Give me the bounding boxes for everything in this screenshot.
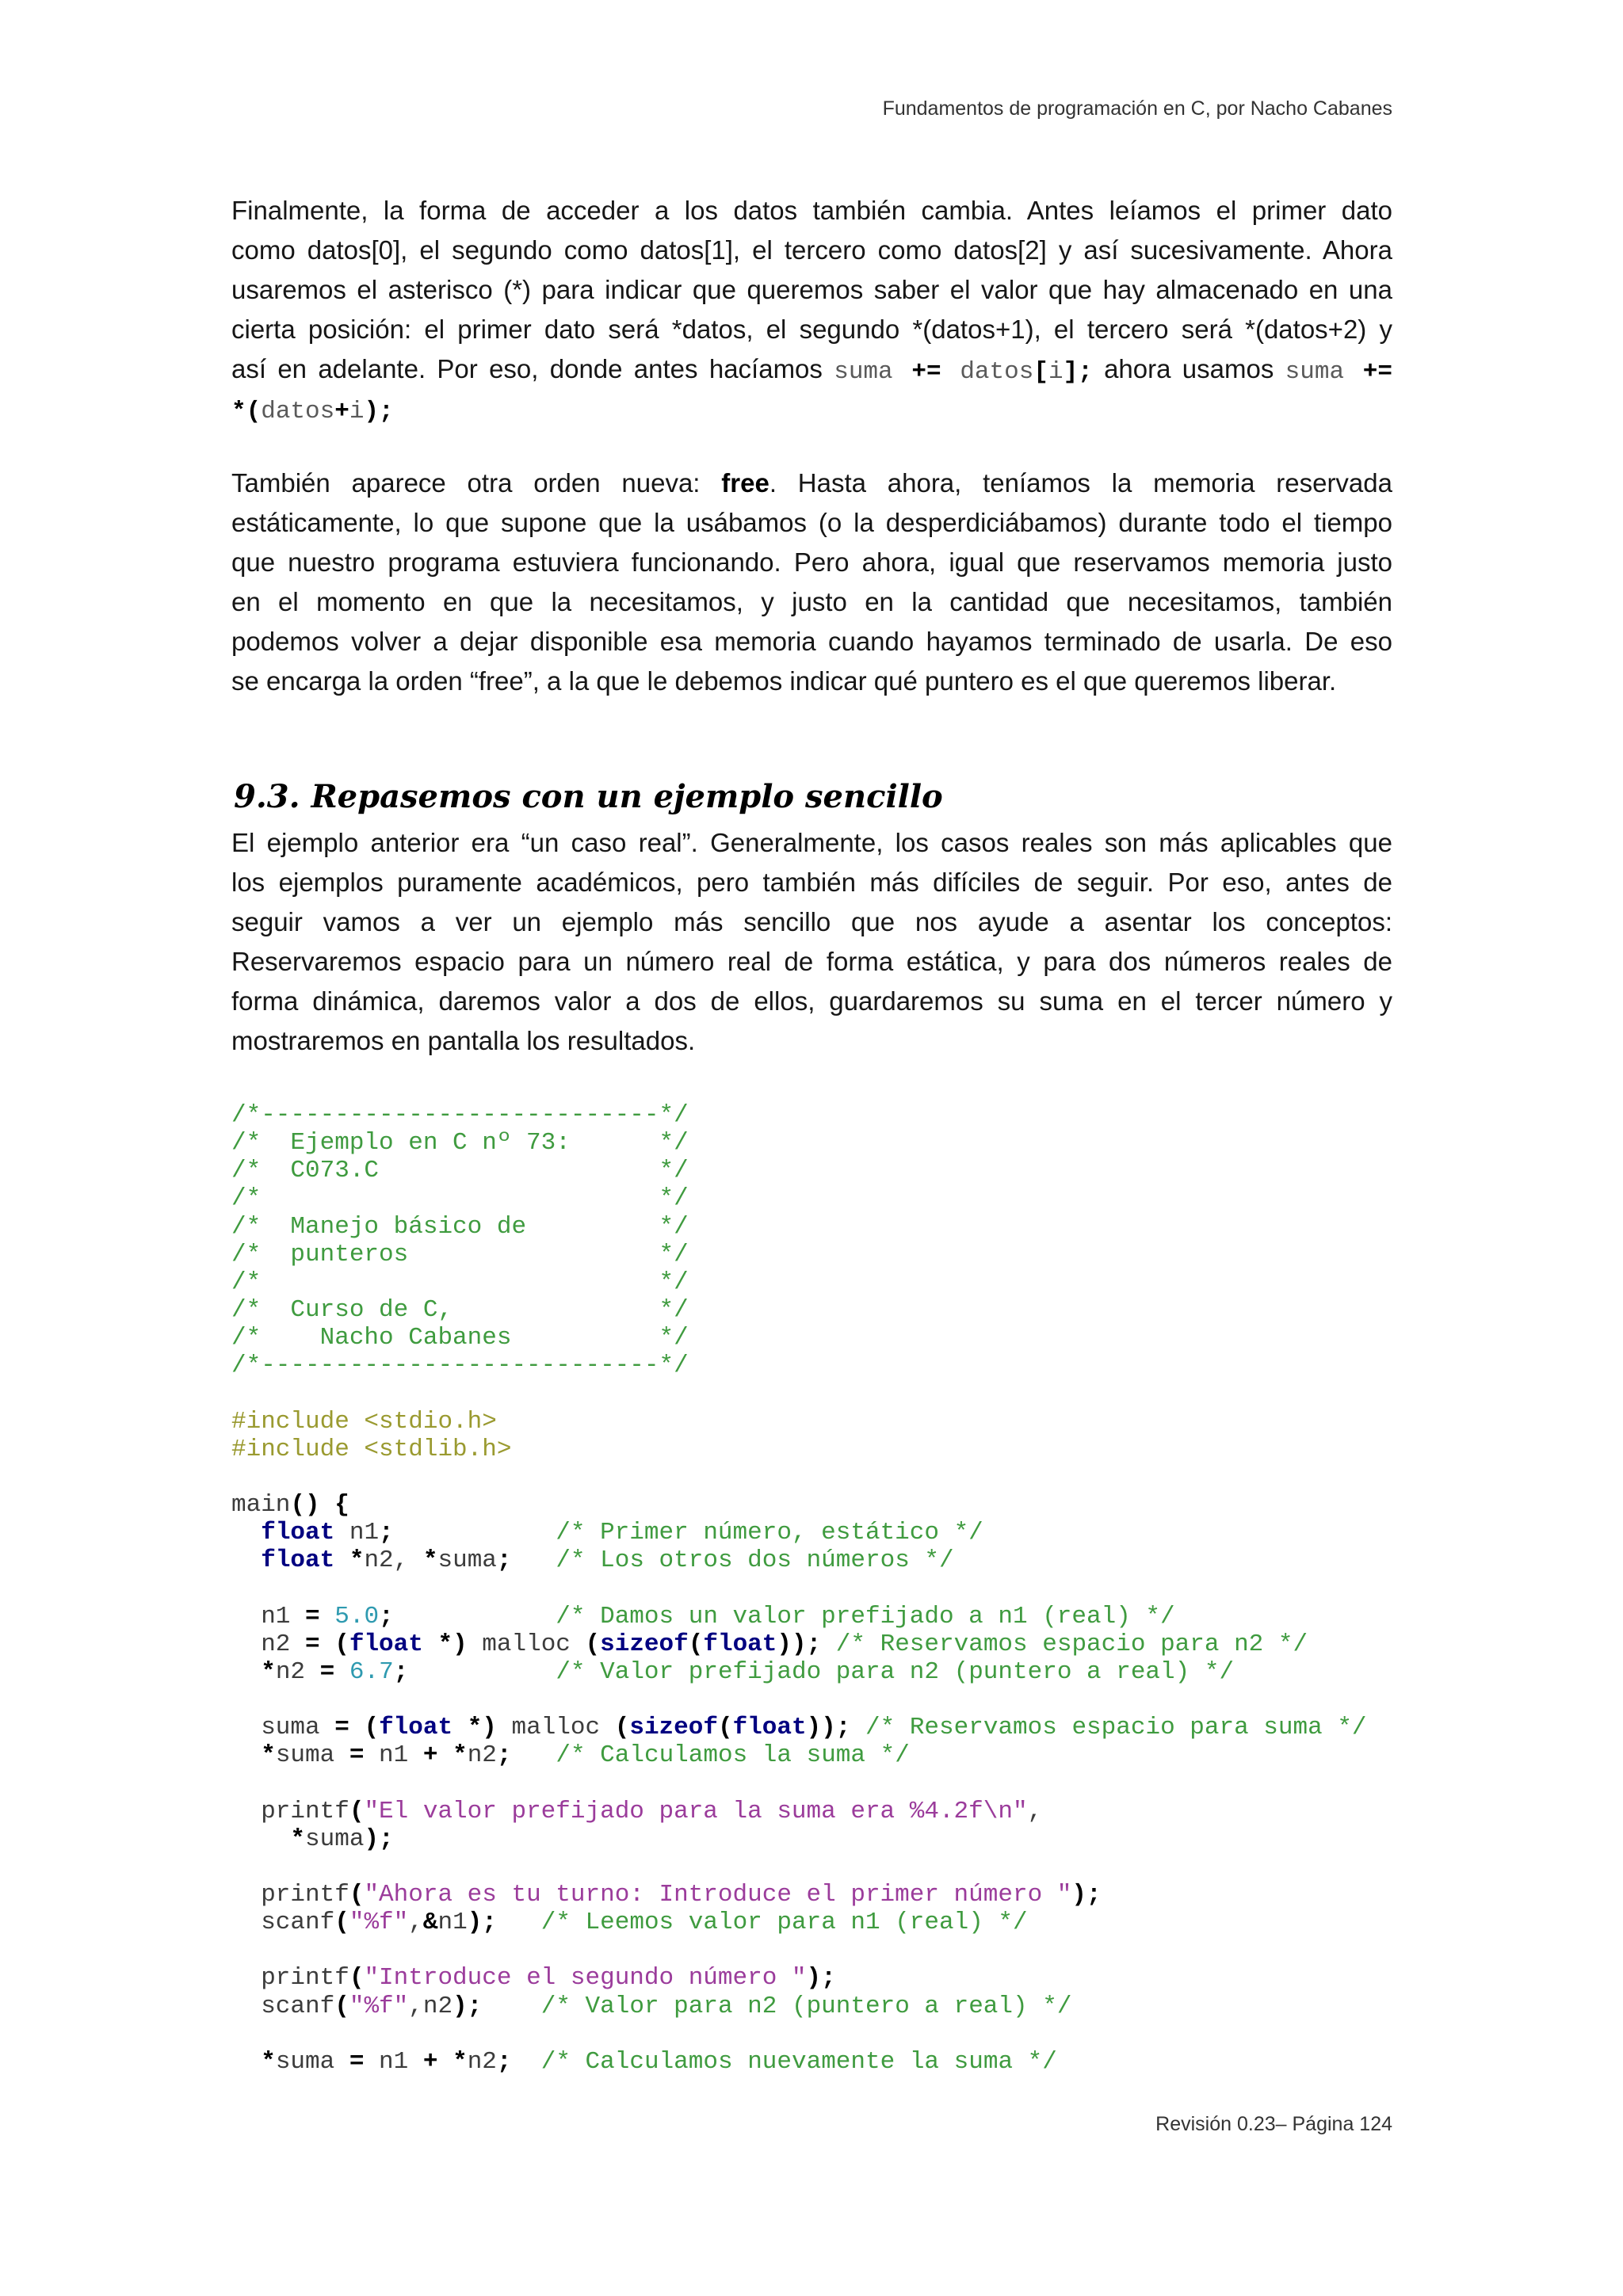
text-line xyxy=(231,823,1392,863)
code-text xyxy=(482,1993,540,2020)
text-line xyxy=(231,231,1392,270)
code-text xyxy=(512,1741,556,1769)
code-operator: ( xyxy=(717,1714,733,1742)
text-line xyxy=(231,463,1392,503)
code-text: n2 xyxy=(467,1741,497,1770)
code-text: malloc xyxy=(467,1630,586,1658)
inline-code: suma xyxy=(834,358,912,386)
code-line xyxy=(231,1574,1579,1602)
text-line xyxy=(231,982,1392,1021)
text-line xyxy=(231,543,1392,582)
code-line xyxy=(231,1630,1579,1658)
code-operator: )); xyxy=(806,1714,851,1742)
code-string: "Ahora es tu turno: Introduce el primer número " xyxy=(364,1880,1072,1909)
code-keyword: float xyxy=(261,1547,335,1575)
code-line xyxy=(231,1157,1579,1184)
bold-term: free xyxy=(721,468,769,498)
code-line xyxy=(231,1993,1579,2020)
code-operator: ( xyxy=(349,1964,365,1993)
code-comment: /* Damos un valor prefijado a n1 (real) */ xyxy=(556,1602,1175,1630)
text-run: Finalmente, la forma de acceder a los datos también cambia. Antes leíamos el primer dato xyxy=(231,196,1392,225)
code-line xyxy=(231,1379,1579,1407)
code-line xyxy=(231,1547,1579,1574)
code-text: n2 xyxy=(467,2047,497,2076)
code-comment: /* punteros */ xyxy=(231,1240,689,1268)
code-comment: /* Primer número, estático */ xyxy=(556,1519,983,1547)
code-comment: /* Calculamos nuevamente la suma */ xyxy=(540,2047,1057,2076)
code-line xyxy=(231,1936,1579,1964)
code-operator: ( xyxy=(688,1630,704,1658)
inline-code: datos xyxy=(941,358,1034,386)
code-number: 6.7 xyxy=(349,1657,394,1686)
code-text: n2, xyxy=(364,1547,423,1575)
code-text xyxy=(821,1630,836,1658)
text-line xyxy=(231,942,1392,982)
code-text: suma xyxy=(231,1714,335,1742)
text-line xyxy=(231,389,1392,429)
code-text xyxy=(320,1491,335,1519)
code-text: n1 xyxy=(364,1741,423,1770)
code-text xyxy=(394,1519,556,1547)
code-keyword: float xyxy=(379,1714,453,1742)
code-operator: ( xyxy=(334,1992,349,2020)
code-operator: * xyxy=(261,2047,276,2076)
code-text xyxy=(349,1714,365,1741)
code-operator: ); xyxy=(806,1964,836,1993)
code-line xyxy=(231,1603,1579,1630)
code-operator: * xyxy=(453,1741,468,1770)
text-run: . Hasta ahora, teníamos la memoria reservada xyxy=(769,468,1392,498)
code-text xyxy=(334,1547,349,1574)
section-heading: 9.3. Repasemos con un ejemplo sencillo xyxy=(234,778,943,815)
code-text xyxy=(231,1547,261,1574)
code-keyword: float xyxy=(703,1630,777,1658)
code-text xyxy=(423,1630,438,1658)
code-line xyxy=(231,1881,1579,1909)
code-keyword: float xyxy=(261,1519,335,1547)
code-keyword: sizeof xyxy=(629,1714,718,1742)
text-line xyxy=(231,622,1392,662)
code-keyword: sizeof xyxy=(600,1630,689,1658)
code-text xyxy=(231,2048,261,2076)
code-text: , xyxy=(1027,1797,1043,1825)
code-operator: + xyxy=(422,1741,438,1770)
code-text xyxy=(334,1658,349,1686)
code-operator: * xyxy=(422,1547,438,1575)
code-text: printf xyxy=(231,1797,349,1825)
code-string: "%f" xyxy=(349,1909,409,1937)
inline-code: i xyxy=(1048,358,1064,386)
code-text: suma xyxy=(305,1825,365,1853)
code-text xyxy=(453,1714,468,1741)
code-operator: ; xyxy=(496,1547,512,1575)
body-paragraph xyxy=(231,463,1392,701)
code-keyword: float xyxy=(732,1714,807,1742)
code-operator: ( xyxy=(364,1714,380,1742)
code-text: n1 xyxy=(334,1519,380,1547)
code-line xyxy=(231,1519,1579,1547)
code-string: "%f" xyxy=(349,1992,409,2020)
code-comment: /* Ejemplo en C nº 73: */ xyxy=(231,1129,689,1158)
text-run: También aparece otra orden nueva: xyxy=(231,468,722,498)
code-operator: ); xyxy=(453,1992,483,2020)
code-text xyxy=(231,1658,261,1686)
code-string: "Introduce el segundo número " xyxy=(364,1964,807,1993)
running-header: Fundamentos de programación en C, por Nacho Cabanes xyxy=(882,97,1392,120)
text-run: Reservaremos espacio para un número real de forma estática, y para dos números reales de xyxy=(231,947,1392,976)
code-text: malloc xyxy=(496,1714,615,1742)
text-line xyxy=(231,503,1392,543)
text-line xyxy=(231,902,1392,942)
code-text: main xyxy=(231,1490,291,1519)
text-run: El ejemplo anterior era “un caso real”. Generalmente, los casos reales son más aplicables que xyxy=(231,828,1392,857)
code-comment: /* Leemos valor para n1 (real) */ xyxy=(540,1909,1028,1937)
code-text: scanf xyxy=(231,1909,335,1937)
code-operator: ); xyxy=(364,1825,394,1853)
inline-code-operator: [ xyxy=(1033,358,1048,386)
code-line xyxy=(231,1324,1579,1352)
code-listing xyxy=(231,1101,1579,2076)
code-line xyxy=(231,1798,1579,1825)
inline-code-operator: ); xyxy=(364,398,394,425)
text-run: podemos volver a dejar disponible esa memoria cuando hayamos terminado de usarla. De eso xyxy=(231,627,1392,656)
code-operator: { xyxy=(334,1490,349,1519)
inline-code-operator: ]; xyxy=(1063,358,1093,386)
code-operator: )); xyxy=(777,1630,822,1658)
code-operator: = xyxy=(334,1714,349,1742)
text-run: como datos[0], el segundo como datos[1], el tercero como datos[2] y así sucesivamente. Ahora xyxy=(231,235,1392,265)
code-operator: = xyxy=(305,1602,320,1630)
text-line xyxy=(231,270,1392,310)
text-run: usaremos el asterisco (*) para indicar que queremos saber el valor que hay almacenado en una xyxy=(231,275,1392,304)
text-line xyxy=(231,349,1392,389)
code-line xyxy=(231,1296,1579,1324)
code-text: printf xyxy=(231,1880,349,1909)
code-operator: ; xyxy=(496,1741,512,1770)
code-text: n1 xyxy=(364,2047,423,2076)
code-line xyxy=(231,1714,1579,1741)
code-operator: + xyxy=(422,2047,438,2076)
code-operator: ; xyxy=(393,1657,409,1686)
code-line xyxy=(231,1268,1579,1296)
code-text xyxy=(320,1603,335,1630)
code-text xyxy=(497,1909,541,1936)
code-line xyxy=(231,1408,1579,1436)
code-text: , xyxy=(408,1909,423,1937)
code-operator: = xyxy=(349,1741,365,1770)
code-string: "El valor prefijado para la suma era %4.2f\n" xyxy=(364,1797,1028,1825)
inline-code: datos xyxy=(261,398,335,425)
code-text: n1 xyxy=(231,1602,306,1630)
text-line xyxy=(231,582,1392,622)
code-operator: *) xyxy=(467,1714,497,1742)
inline-code-operator: += xyxy=(911,358,941,386)
code-line xyxy=(231,1463,1579,1491)
text-line xyxy=(231,1021,1392,1061)
code-comment: /* Curso de C, */ xyxy=(231,1295,689,1324)
code-preprocessor: #include <stdlib.h> xyxy=(231,1435,512,1463)
code-text: n1 xyxy=(437,1909,468,1937)
text-run: seguir vamos a ver un ejemplo más sencillo que nos ayude a asentar los conceptos: xyxy=(231,907,1392,936)
code-line xyxy=(231,1741,1579,1769)
text-run: estáticamente, lo que supone que la usábamos (o la desperdiciábamos) durante todo el tiempo xyxy=(231,508,1392,537)
code-line xyxy=(231,1658,1579,1686)
code-operator: = xyxy=(319,1657,335,1686)
code-comment: /* Nacho Cabanes */ xyxy=(231,1324,689,1352)
code-text: printf xyxy=(231,1964,349,1993)
page-footer: Revisión 0.23– Página 124 xyxy=(1155,2113,1392,2135)
code-line xyxy=(231,1964,1579,1992)
code-line xyxy=(231,1352,1579,1379)
code-line xyxy=(231,1184,1579,1212)
text-run: cierta posición: el primer dato será *datos, el segundo *(datos+1), el tercero será *(datos+2) y xyxy=(231,315,1392,344)
code-operator: ( xyxy=(585,1630,601,1658)
code-comment: /* Valor para n2 (puntero a real) */ xyxy=(540,1992,1072,2020)
code-text xyxy=(231,1519,261,1547)
text-line xyxy=(231,191,1392,231)
code-operator: ( xyxy=(349,1797,365,1825)
code-preprocessor: #include <stdio.h> xyxy=(231,1407,497,1436)
code-line xyxy=(231,1909,1579,1936)
code-comment: /* Reservamos espacio para suma */ xyxy=(865,1714,1367,1742)
code-keyword: float xyxy=(349,1630,423,1658)
text-run: en el momento en que la necesitamos, y justo en la cantidad que necesitamos, también xyxy=(231,587,1392,616)
code-operator: ; xyxy=(496,2047,512,2076)
code-line xyxy=(231,1825,1579,1853)
code-text: suma xyxy=(275,2047,349,2076)
code-comment: /*---------------------------*/ xyxy=(231,1101,689,1129)
code-text xyxy=(408,1658,556,1686)
code-operator: * xyxy=(261,1657,276,1686)
code-text xyxy=(231,1741,261,1769)
text-run: se encarga la orden “free”, a la que le debemos indicar qué puntero es el que queremos liberar. xyxy=(231,666,1337,696)
code-line xyxy=(231,1129,1579,1157)
code-text xyxy=(437,2048,453,2076)
code-operator: ( xyxy=(334,1909,349,1937)
text-run: ahora usamos xyxy=(1092,354,1285,383)
code-operator: () xyxy=(290,1490,320,1519)
code-comment: /* */ xyxy=(231,1268,689,1296)
text-run: que nuestro programa estuviera funcionando. Pero ahora, igual que reservamos memoria justo xyxy=(231,547,1392,577)
code-operator: ; xyxy=(379,1602,394,1630)
text-run: forma dinámica, daremos valor a dos de ellos, guardaremos su suma en el tercer número y xyxy=(231,986,1392,1016)
code-operator: * xyxy=(453,2047,468,2076)
code-line xyxy=(231,1101,1579,1129)
inline-code: suma xyxy=(1285,358,1363,386)
code-comment: /* */ xyxy=(231,1184,689,1213)
text-line xyxy=(231,662,1392,701)
code-text: ,n2 xyxy=(408,1992,453,2020)
code-operator: = xyxy=(305,1630,320,1658)
inline-code-operator: + xyxy=(334,398,349,425)
text-line xyxy=(231,863,1392,902)
code-line xyxy=(231,2048,1579,2076)
code-operator: *) xyxy=(437,1630,468,1658)
code-text xyxy=(850,1714,865,1741)
text-line xyxy=(231,310,1392,349)
code-number: 5.0 xyxy=(334,1602,380,1630)
code-comment: /* Los otros dos números */ xyxy=(556,1547,954,1575)
code-line xyxy=(231,1491,1579,1519)
code-text: scanf xyxy=(231,1992,335,2020)
code-operator: ); xyxy=(1071,1880,1102,1909)
text-run: los ejemplos puramente académicos, pero también más difíciles de seguir. Por eso, antes de xyxy=(231,868,1392,897)
code-comment: /* Reservamos espacio para n2 */ xyxy=(835,1630,1308,1658)
code-text xyxy=(394,1603,556,1630)
code-line xyxy=(231,1769,1579,1797)
code-line xyxy=(231,1436,1579,1463)
inline-code-operator: *( xyxy=(231,398,262,425)
code-operator: ( xyxy=(614,1714,630,1742)
code-operator: & xyxy=(422,1909,438,1937)
code-text: n2 xyxy=(275,1657,320,1686)
body-paragraph xyxy=(231,823,1392,1061)
code-operator: ); xyxy=(467,1909,497,1937)
code-text xyxy=(437,1741,453,1769)
body-paragraph xyxy=(231,191,1392,429)
code-line xyxy=(231,1241,1579,1268)
inline-code: i xyxy=(349,398,365,425)
code-line xyxy=(231,2020,1579,2048)
code-text: suma xyxy=(437,1547,497,1575)
code-operator: = xyxy=(349,2047,365,2076)
code-text xyxy=(512,2048,541,2076)
code-text: suma xyxy=(275,1741,349,1770)
code-comment: /* Manejo básico de */ xyxy=(231,1212,689,1241)
code-operator: ( xyxy=(334,1630,349,1658)
code-line xyxy=(231,1686,1579,1714)
inline-code-operator: += xyxy=(1362,358,1393,386)
code-comment: /* Valor prefijado para n2 (puntero a real) */ xyxy=(556,1657,1235,1686)
code-operator: * xyxy=(349,1547,365,1575)
code-text xyxy=(512,1547,556,1574)
text-run: así en adelante. Por eso, donde antes hacíamos xyxy=(231,354,834,383)
code-line xyxy=(231,1213,1579,1241)
code-operator: ; xyxy=(379,1519,394,1547)
code-text: n2 xyxy=(231,1630,306,1658)
code-comment: /* C073.C */ xyxy=(231,1157,689,1185)
code-operator: ( xyxy=(349,1880,365,1909)
code-operator: * xyxy=(290,1825,306,1853)
code-comment: /*---------------------------*/ xyxy=(231,1352,689,1380)
code-text xyxy=(320,1630,335,1658)
code-comment: /* Calculamos la suma */ xyxy=(556,1741,910,1770)
code-text xyxy=(231,1825,290,1853)
code-operator: * xyxy=(261,1741,276,1770)
code-line xyxy=(231,1853,1579,1881)
text-run: mostraremos en pantalla los resultados. xyxy=(231,1026,696,1055)
